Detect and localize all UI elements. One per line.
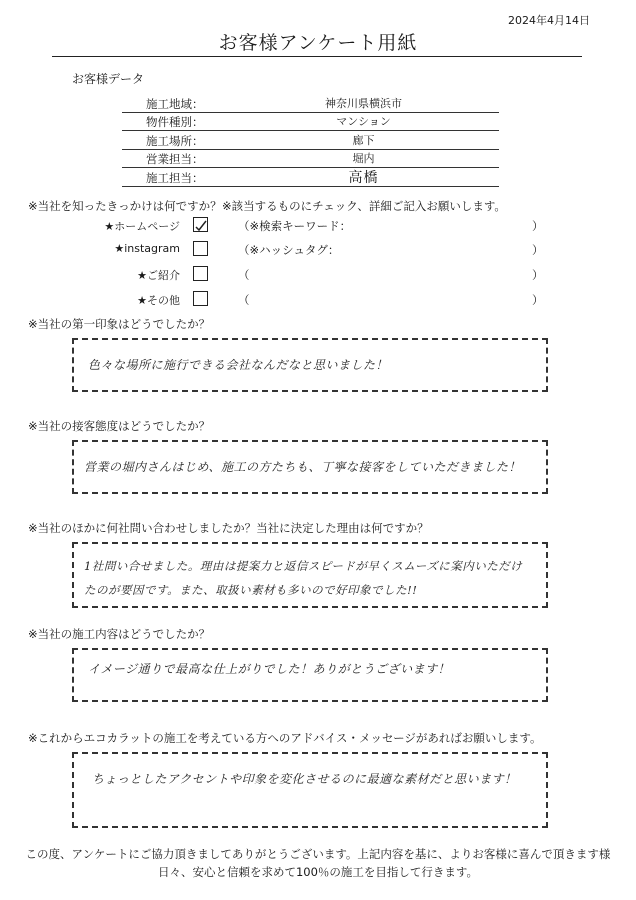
info-value-handwritten: 高橋 — [348, 169, 379, 186]
option-detail-instagram: （※ハッシュタグ： — [238, 243, 340, 257]
option-detail-referral: （ — [238, 268, 250, 282]
survey-date: 2024年4月14日 — [508, 14, 590, 27]
info-row-area — [122, 94, 499, 113]
question-work-quality: ※当社の施工内容はどうでしたか？ — [28, 627, 211, 641]
info-label: 物件種別： — [146, 115, 204, 130]
info-value: 神奈川県横浜市 — [325, 96, 402, 110]
info-row-installer — [122, 168, 499, 187]
page-title: お客様アンケート用紙 — [218, 32, 418, 54]
option-close-paren: ） — [532, 293, 544, 307]
answer-text: 営業の堀内さんはじめ、施工の方たちも、丁寧な接客をしていただきました！ — [84, 460, 522, 474]
info-label: 施工地域： — [146, 96, 204, 111]
info-value: 廊下 — [352, 133, 375, 147]
option-detail-homepage: （※検索キーワード： — [238, 219, 352, 233]
option-label-instagram: ★instagram — [114, 242, 180, 255]
customer-info-table — [122, 94, 499, 187]
option-label-referral: ★ご紹介 — [137, 269, 180, 282]
answer-text-line1: 1社問い合せました。理由は提案力と返信スピードが早くスムーズに案内いただけ — [84, 559, 523, 573]
option-detail-other: （ — [238, 293, 250, 307]
option-label-homepage: ★ホームページ — [104, 220, 180, 233]
checkmark-icon — [194, 220, 207, 233]
question-service: ※当社の接客態度はどうでしたか？ — [28, 419, 211, 433]
info-row-sales-rep — [122, 150, 499, 169]
info-value: マンション — [336, 115, 391, 129]
title-underline — [52, 56, 582, 57]
info-label: 施工担当： — [146, 170, 204, 185]
info-label: 営業担当： — [146, 152, 204, 167]
info-value: 堀内 — [352, 152, 375, 166]
answer-box-first-impression — [72, 338, 548, 392]
option-close-paren: ） — [532, 268, 544, 282]
question-source: ※当社を知ったきっかけは何ですか？ — [28, 199, 222, 213]
checkbox-homepage[interactable] — [193, 217, 208, 232]
option-label-other: ★その他 — [137, 294, 180, 307]
footer-line1: この度、アンケートにご協力頂きましてありがとうございます。上記内容を基に、よりお客様に喜んで頂きます様 — [25, 847, 611, 861]
answer-box-advice — [72, 752, 548, 828]
answer-box-service — [72, 440, 548, 494]
question-first-impression: ※当社の第一印象はどうでしたか？ — [28, 317, 211, 331]
answer-box-comparison — [72, 542, 548, 608]
question-advice: ※これからエコカラットの施工を考えている方へのアドバイス・メッセージがあればお願いします。 — [28, 731, 542, 745]
answer-text: イメージ通りで最高な仕上がりでした！ありがとうございます！ — [88, 662, 451, 676]
info-row-location — [122, 131, 499, 150]
customer-data-heading: お客様データ — [72, 72, 145, 86]
info-row-property-type — [122, 113, 499, 132]
option-close-paren: ） — [532, 219, 544, 233]
answer-text: 色々な場所に施行できる会社なんだなと思いました！ — [88, 358, 389, 372]
info-label: 施工場所： — [146, 133, 204, 148]
answer-text-line2: たのが要因です。また、取扱い素材も多いので好印象でした!! — [84, 583, 418, 597]
answer-text: ちょっとしたアクセントや印象を変化させるのに最適な素材だと思います！ — [92, 772, 517, 786]
source-instruction: ※該当するものにチェック、詳細ご記入お願いします。 — [222, 199, 506, 213]
checkbox-instagram[interactable] — [193, 241, 208, 256]
answer-box-work-quality — [72, 648, 548, 702]
checkbox-referral[interactable] — [193, 266, 208, 281]
checkbox-other[interactable] — [193, 291, 208, 306]
question-comparison: ※当社のほかに何社問い合わせしましたか？当社に決定した理由は何ですか？ — [28, 521, 429, 535]
footer-line2: 日々、安心と信頼を求めて100％の施工を目指して行きます。 — [157, 865, 479, 879]
option-close-paren: ） — [532, 243, 544, 257]
